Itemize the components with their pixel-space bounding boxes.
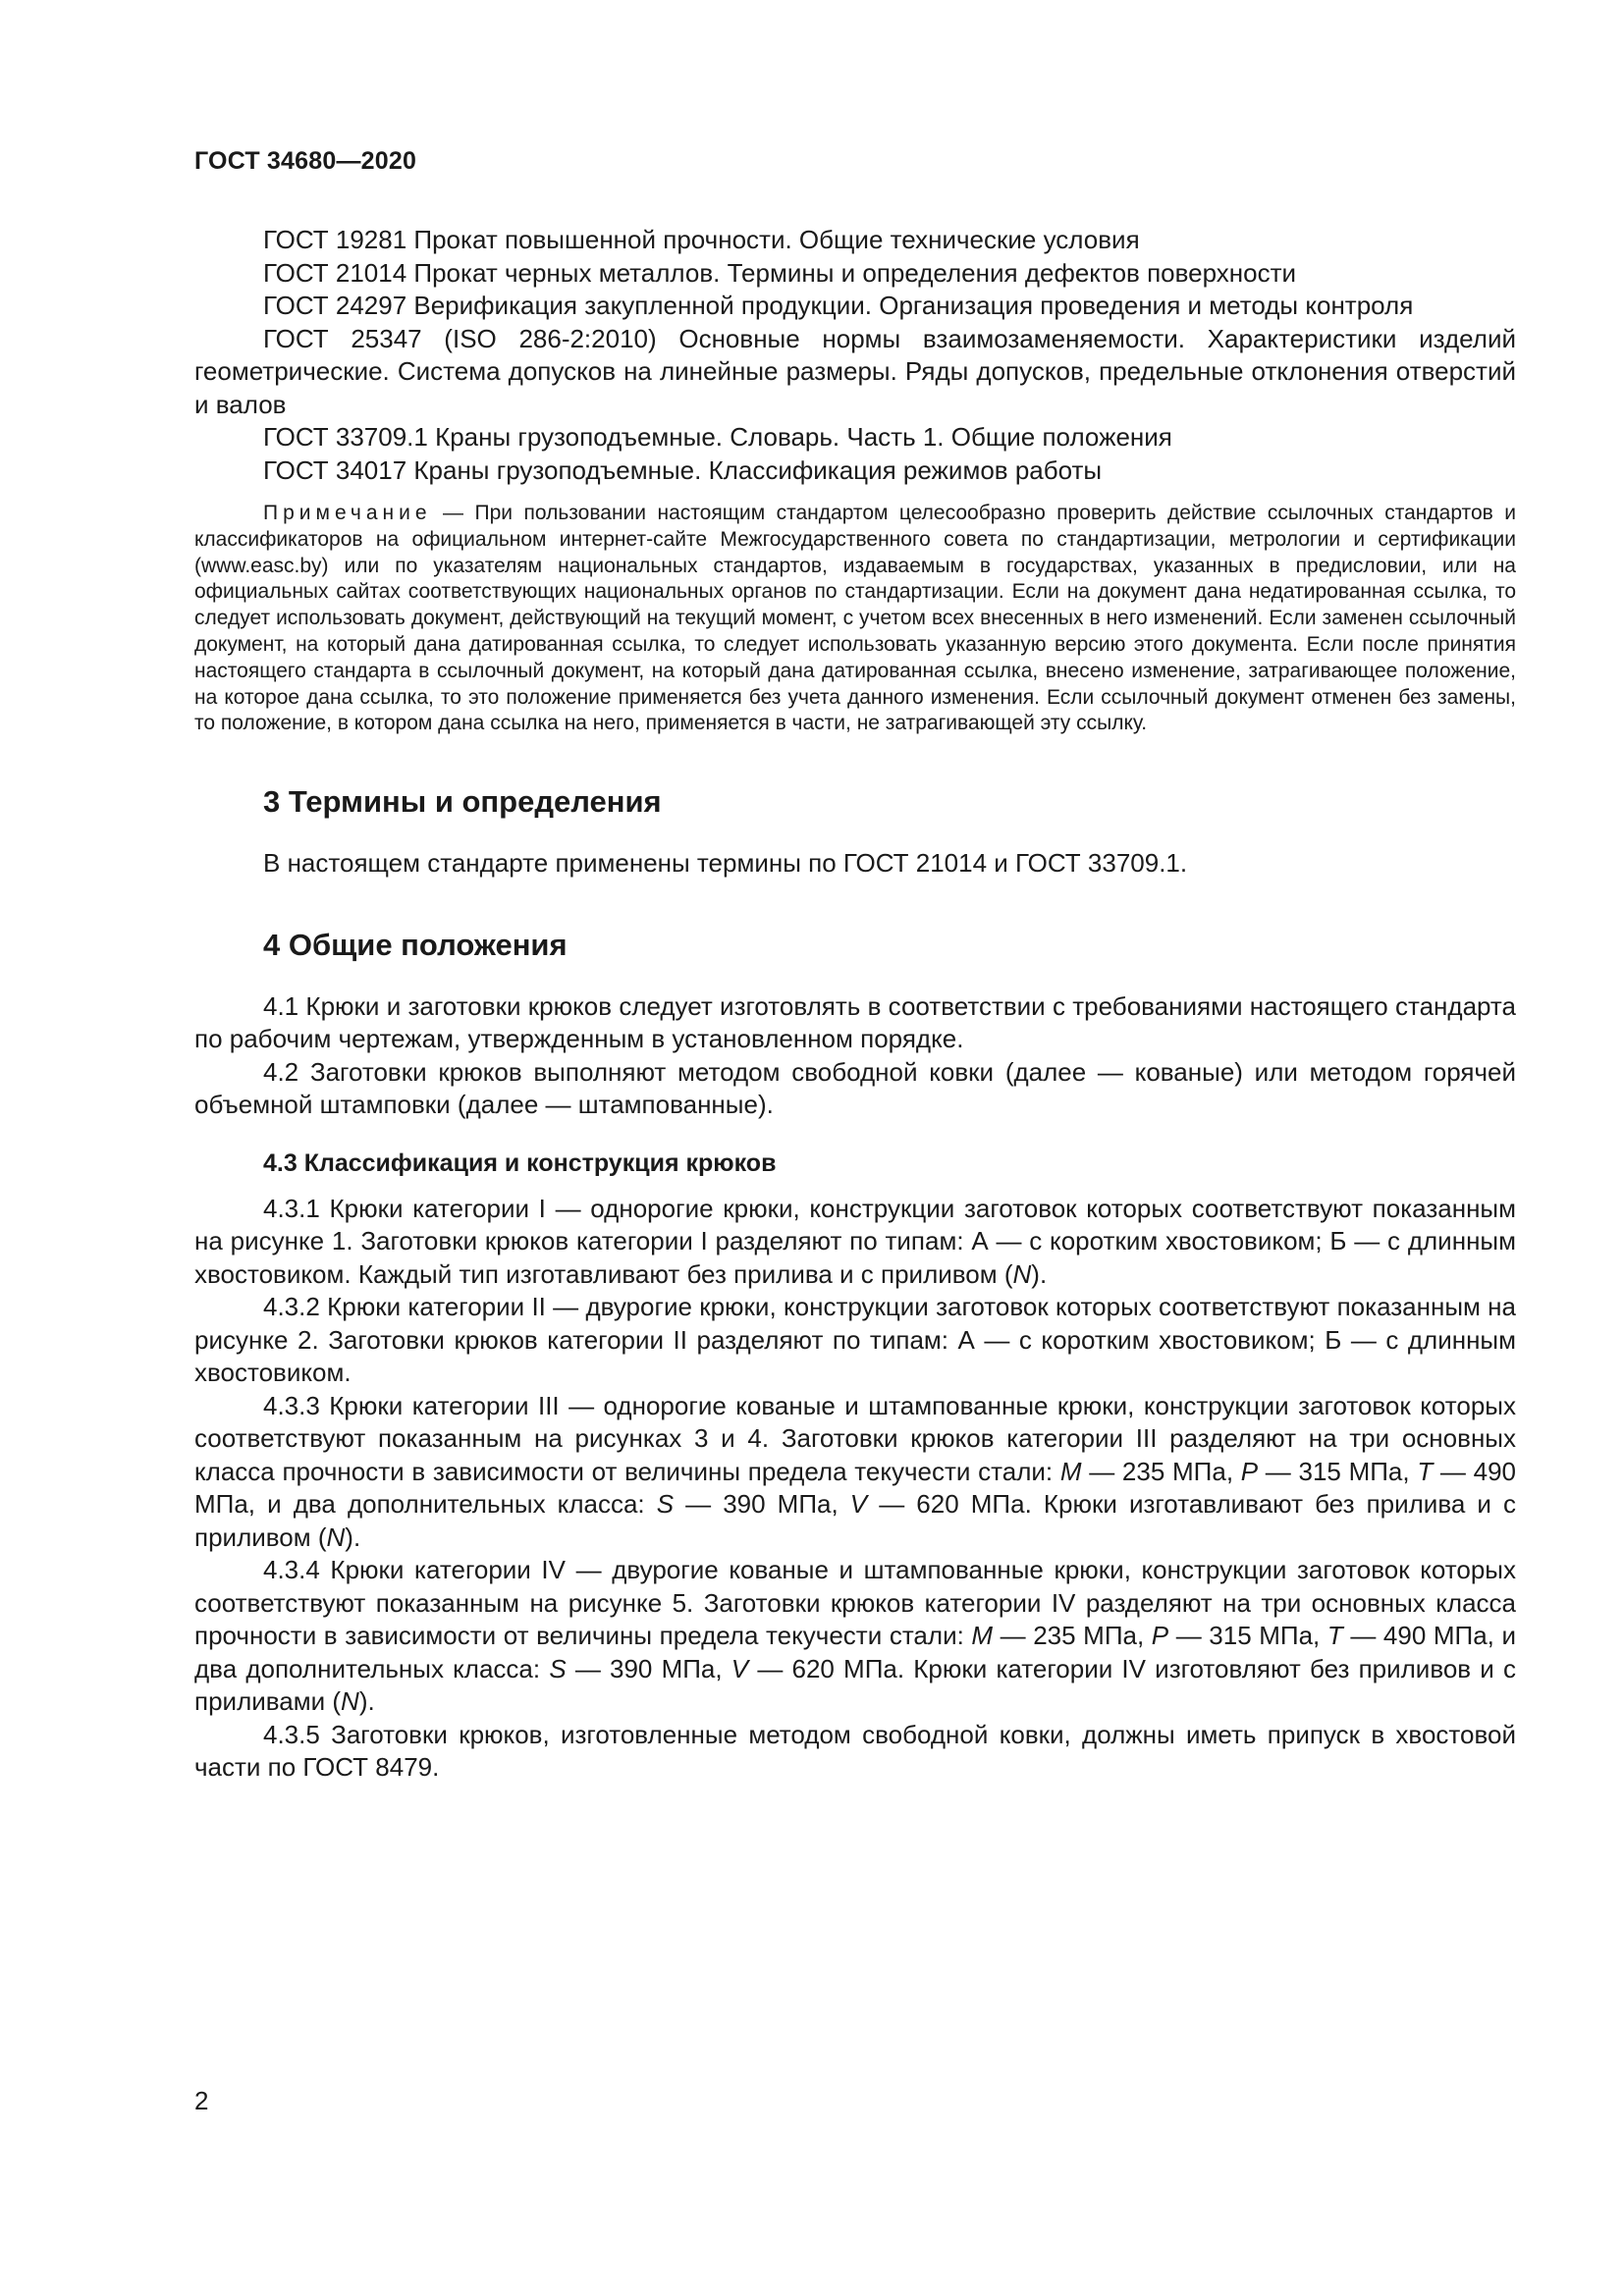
symbol-n: N [341, 1686, 359, 1717]
section-3-title: 3 Термины и определения [263, 784, 662, 820]
page-content [194, 224, 1516, 1785]
page-number: 2 [194, 2086, 209, 2115]
reference-item: ГОСТ 33709.1 Краны грузоподъемные. Словарь. Часть 1. Общие положения [263, 422, 1172, 452]
symbol-t: T [1326, 1621, 1343, 1651]
symbol-m: M [971, 1621, 994, 1651]
normative-references-list [194, 224, 1516, 487]
reference-item: ГОСТ 21014 Прокат черных металлов. Термины и определения дефектов поверхности [263, 257, 1297, 288]
symbol-p: P [1240, 1456, 1259, 1486]
note-label: Примечание [263, 502, 432, 524]
symbol-s: S [656, 1489, 675, 1520]
section-4-title: 4 Общие положения [263, 927, 568, 962]
reference-item: ГОСТ 24297 Верификация закупленной продукции. Организация проведения и методы контроля [263, 291, 1414, 320]
paragraph-4-3-2: 4.3.2 Крюки категории II — двурогие крюки, конструкции заготовок которых соответствуют показанным на рисунке 2. Заготовки крюков категории II разделяют по типам: А — с коротким хвостовиком; Б — с длинным хвостовиком. [194, 1292, 1516, 1388]
subsection-4-3-title: 4.3 Классификация и конструкция крюков [263, 1148, 777, 1177]
reference-note [194, 501, 1516, 737]
paragraph-4-3-5: 4.3.5 Заготовки крюков, изготовленные методом свободной ковки, должны иметь припуск в хвостовой части по ГОСТ 8479. [194, 1719, 1516, 1783]
paragraph-4-3-1: 4.3.1 Крюки категории I — однорогие крюки, конструкции заготовок которых соответствуют показанным на рисунке 1. Заготовки крюков категории I разделяют по типам: А — с коротким хвостовиком; Б — с длинным хвостовиком. Каждый тип изготавливают без прилива и с приливом (N). [194, 1193, 1516, 1289]
symbol-m: M [1059, 1456, 1082, 1486]
symbol-n: N [1012, 1258, 1032, 1289]
symbol-t: T [1417, 1456, 1434, 1486]
symbol-v: V [849, 1489, 868, 1520]
reference-item: ГОСТ 25347 (ISO 286-2:2010) Основные нормы взаимозаменяемости. Характеристики изделий геометрические. Система допусков на линейные размеры. Ряды допусков, предельные отклонения отверстий и валов [194, 323, 1516, 419]
section-3-text: В настоящем стандарте применены термины по ГОСТ 21014 и ГОСТ 33709.1. [263, 848, 1188, 879]
document-header: ГОСТ 34680—2020 [194, 147, 417, 175]
paragraph-4-3-3: 4.3.3 Крюки категории III — однорогие кованые и штампованные крюки, конструкции заготовок которых соответствуют показанным на рисунках 3 и 4. Заготовки крюков категории III разделяют на три основных класса прочности в зависимости от величины предела текучести стали: M — 235 МПа, P — 315 МПа, T — 490 МПа, и два дополнительных класса: S — 390 МПа, V — 620 МПа. Крюки изготавливают без прилива и с приливом (N). [194, 1390, 1516, 1552]
reference-item: ГОСТ 19281 Прокат повышенной прочности. Общие технические условия [263, 225, 1140, 254]
reference-item: ГОСТ 34017 Краны грузоподъемные. Классификация режимов работы [263, 454, 1103, 485]
paragraph-4-1: 4.1 Крюки и заготовки крюков следует изготовлять в соответствии с требованиями настоящего стандарта по рабочим чертежам, утвержденным в установленном порядке. [194, 990, 1516, 1054]
symbol-s: S [549, 1653, 567, 1683]
paragraph-4-2: 4.2 Заготовки крюков выполняют методом свободной ковки (далее — кованые) или методом горячей объемной штамповки (далее — штампованные). [194, 1056, 1516, 1120]
symbol-n: N [326, 1522, 346, 1552]
symbol-v: V [731, 1653, 749, 1683]
note-text: — При пользовании настоящим стандартом целесообразно проверить действие ссылочных стандартов и классификаторов на официальном интернет-сайте Межгосударственного совета по стандартизации, метрологии и сертификации (www.easc.by) или по указателям национальных стандартов, издаваемым в государствах, указанных в предисловии, или на официальных сайтах соответствующих национальных органов по стандартизации. Если на документ дана недатированная ссылка, то следует использовать документ, действующий на текущий момент, с учетом всех внесенных в него изменений. Если заменен ссылочный документ, на который дана датированная ссылка, то следует использовать указанную версию этого документа. Если после принятия настоящего стандарта в ссылочный документ, на который дана датированная ссылка, внесено изменение, затрагивающее положение, на которое дана ссылка, то это положение применяется без учета данного изменения. Если ссылочный документ отменен без замены, то положение, в котором дана ссылка на него, применяется в части, не затрагивающей эту ссылку. [194, 502, 1516, 735]
symbol-p: P [1151, 1621, 1169, 1651]
paragraph-4-3-4: 4.3.4 Крюки категории IV — двурогие кованые и штампованные крюки, конструкции заготовок которых соответствуют показанным на рисунке 5. Заготовки крюков категории IV разделяют на три основных класса прочности в зависимости от величины предела текучести стали: M — 235 МПа, P — 315 МПа, T — 490 МПа, и два дополнительных класса: S — 390 МПа, V — 620 МПа. Крюки категории IV изготовляют без приливов и с приливами (N). [194, 1555, 1517, 1717]
